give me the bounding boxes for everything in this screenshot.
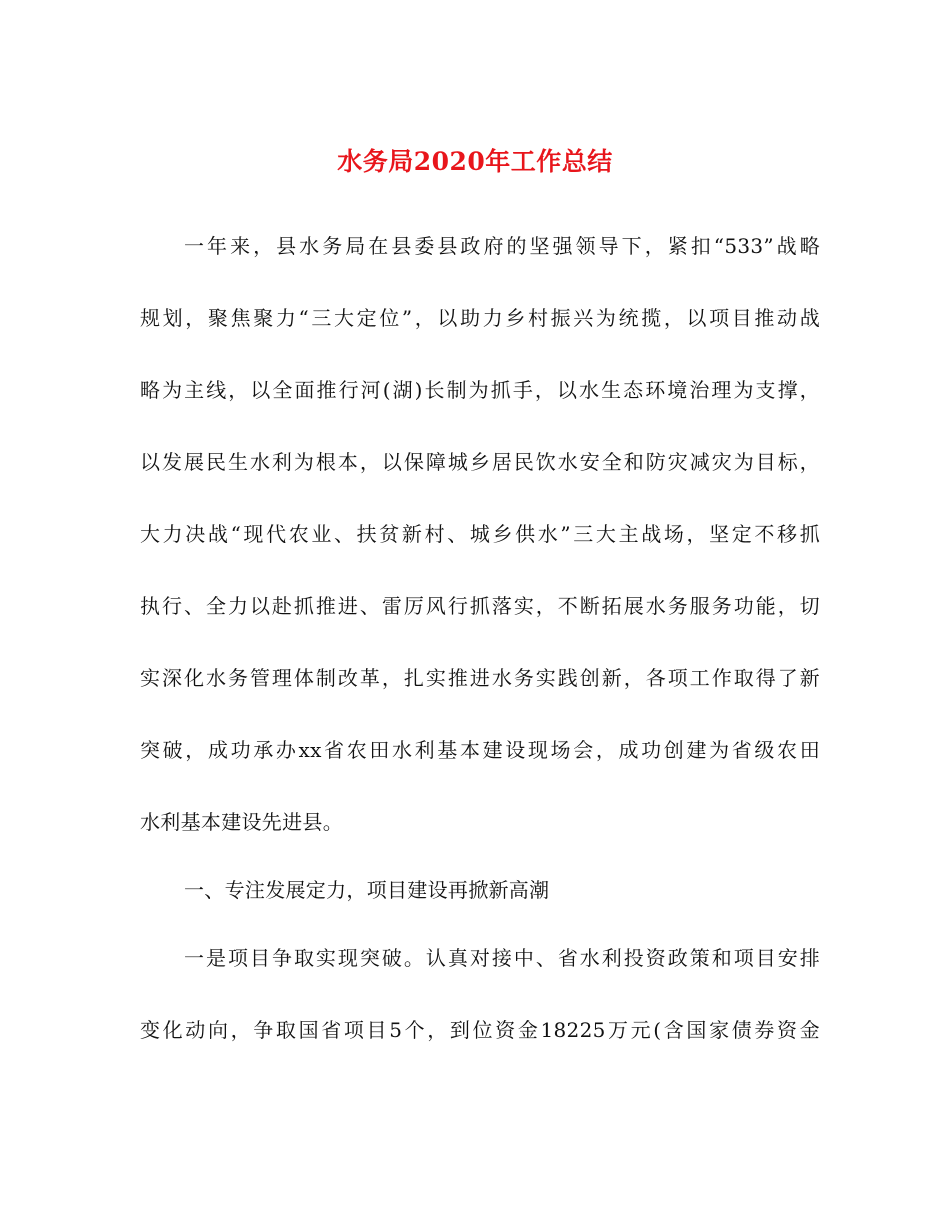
paragraph-line: 变化动向，争取国省项目5个，到位资金18225万元(含国家债券资金	[140, 1018, 820, 1042]
paragraph-line: 一年来，县水务局在县委县政府的坚强领导下，紧扣“533”战略	[184, 234, 820, 258]
paragraph-line: 以发展民生水利为根本，以保障城乡居民饮水安全和防灾减灾为目标，	[140, 450, 820, 474]
document-title: 水务局2020年工作总结	[337, 147, 613, 176]
paragraph-line: 规划，聚焦聚力“三大定位”，以助力乡村振兴为统揽，以项目推动战	[140, 306, 820, 330]
section-heading: 一、专注发展定力，项目建设再掀新高潮	[184, 878, 550, 902]
paragraph-line: 突破，成功承办xx省农田水利基本建设现场会，成功创建为省级农田	[140, 738, 820, 762]
paragraph-line: 实深化水务管理体制改革，扎实推进水务实践创新，各项工作取得了新	[140, 666, 820, 690]
paragraph-line: 水利基本建设先进县。	[140, 810, 343, 834]
paragraph-line: 执行、全力以赴抓推进、雷厉风行抓落实，不断拓展水务服务功能，切	[140, 594, 820, 618]
paragraph-line: 大力决战“现代农业、扶贫新村、城乡供水”三大主战场，坚定不移抓	[140, 522, 820, 546]
paragraph-line: 略为主线，以全面推行河(湖)长制为抓手，以水生态环境治理为支撑，	[140, 378, 820, 402]
paragraph-line: 一是项目争取实现突破。认真对接中、省水利投资政策和项目安排	[184, 946, 820, 970]
